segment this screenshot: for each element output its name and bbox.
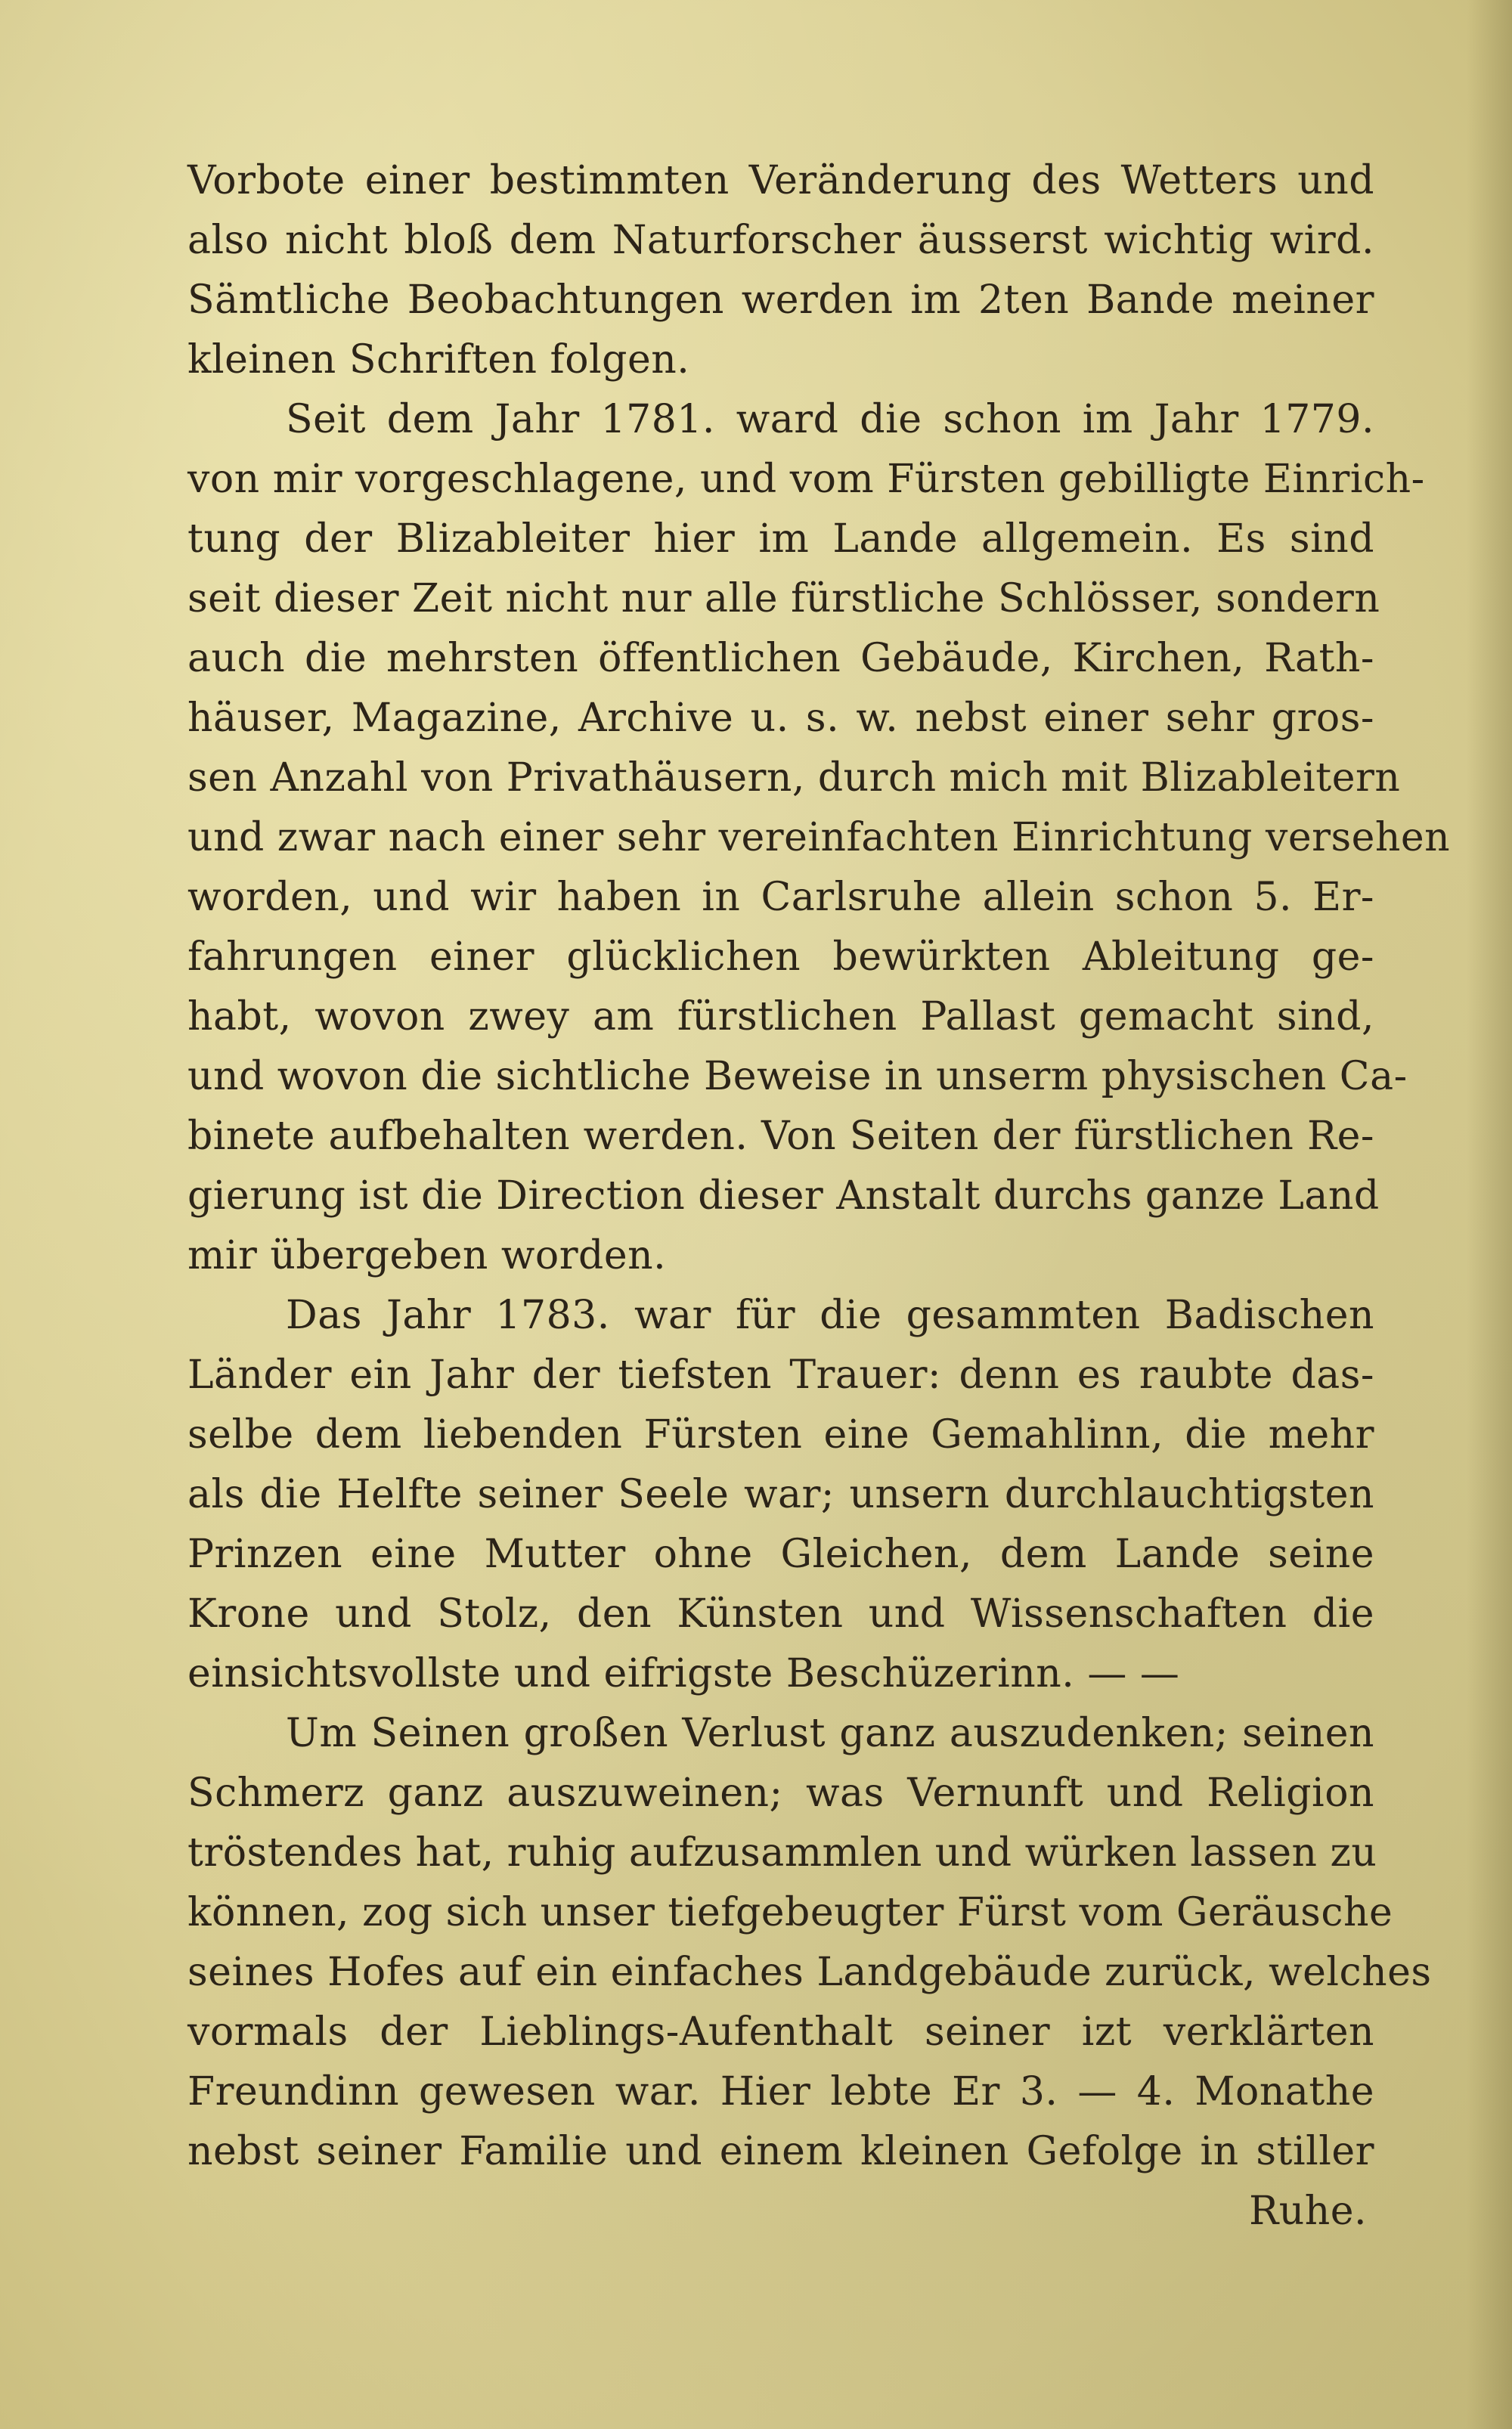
text-line-11: sen Anzahl von Privathäusern, durch mich mit Blizableitern — [187, 755, 1401, 801]
text-line-17: binete aufbehalten werden. Von Seiten der fürstlichen Re- — [187, 1114, 1374, 1159]
text-line-31: seines Hofes auf ein einfaches Landgebäude zurück, welches — [187, 1950, 1432, 1995]
text-line-8: seit dieser Zeit nicht nur alle fürstliche Schlösser, sondern — [187, 576, 1380, 621]
text-line-29: tröstendes hat, ruhig aufzusammlen und würken lassen zu — [187, 1830, 1377, 1876]
text-line-28: Schmerz ganz auszuweinen; was Vernunft und Religion — [187, 1771, 1374, 1816]
text-line-2: also nicht bloß dem Naturforscher äusserst wichtig wird. — [187, 218, 1374, 263]
text-line-20: Das Jahr 1783. war für die gesammten Badischen — [286, 1293, 1374, 1338]
text-line-34: nebst seiner Familie und einem kleinen Gefolge in stiller — [187, 2129, 1374, 2174]
text-line-23: als die Helfte seiner Seele war; unsern durchlauchtigsten — [187, 1472, 1374, 1517]
text-line-27: Um Seinen großen Verlust ganz auszudenken; seinen — [286, 1711, 1374, 1756]
text-line-19: mir übergeben worden. — [187, 1233, 667, 1278]
text-line-4: kleinen Schriften folgen. — [187, 337, 690, 383]
text-line-30: können, zog sich unser tiefgebeugter Fürst vom Geräusche — [187, 1890, 1393, 1935]
text-line-21: Länder ein Jahr der tiefsten Trauer: denn es raubte das- — [187, 1352, 1374, 1398]
text-line-5: Seit dem Jahr 1781. ward die schon im Jahr 1779. — [286, 397, 1374, 442]
page-text — [187, 151, 1451, 2242]
text-line-6: von mir vorgeschlagene, und vom Fürsten gebilligte Einrich- — [187, 457, 1425, 502]
text-line-25: Krone und Stolz, den Künsten und Wissenschaften die — [187, 1591, 1374, 1637]
catchword: Ruhe. — [1249, 2189, 1367, 2234]
text-line-15: habt, wovon zwey am fürstlichen Pallast gemacht sind, — [187, 994, 1374, 1039]
text-line-26: einsichtsvollste und eifrigste Beschüzerinn. — — — [187, 1651, 1180, 1696]
text-line-9: auch die mehrsten öffentlichen Gebäude, Kirchen, Rath- — [187, 636, 1374, 681]
text-line-1: Vorbote einer bestimmten Veränderung des Wetters und — [187, 158, 1374, 203]
text-line-24: Prinzen eine Mutter ohne Gleichen, dem Lande seine — [187, 1532, 1374, 1577]
text-line-12: und zwar nach einer sehr vereinfachten Einrichtung versehen — [187, 815, 1451, 860]
text-line-14: fahrungen einer glücklichen bewürkten Ableitung ge- — [187, 934, 1374, 980]
text-line-33: Freundinn gewesen war. Hier lebte Er 3. — 4. Monathe — [187, 2069, 1374, 2115]
text-line-16: und wovon die sichtliche Beweise in unserm physischen Ca- — [187, 1054, 1408, 1099]
text-line-7: tung der Blizableiter hier im Lande allgemein. Es sind — [187, 516, 1374, 562]
text-line-32: vormals der Lieblings-Aufenthalt seiner izt verklärten — [187, 2009, 1374, 2055]
text-line-10: häuser, Magazine, Archive u. s. w. nebst einer sehr gros- — [187, 696, 1374, 741]
text-line-13: worden, und wir haben in Carlsruhe allein schon 5. Er- — [187, 875, 1374, 920]
text-line-18: gierung ist die Direction dieser Anstalt durchs ganze Land — [187, 1173, 1380, 1219]
text-line-3: Sämtliche Beobachtungen werden im 2ten Bande meiner — [187, 277, 1374, 323]
text-line-22: selbe dem liebenden Fürsten eine Gemahlinn, die mehr — [187, 1412, 1374, 1458]
